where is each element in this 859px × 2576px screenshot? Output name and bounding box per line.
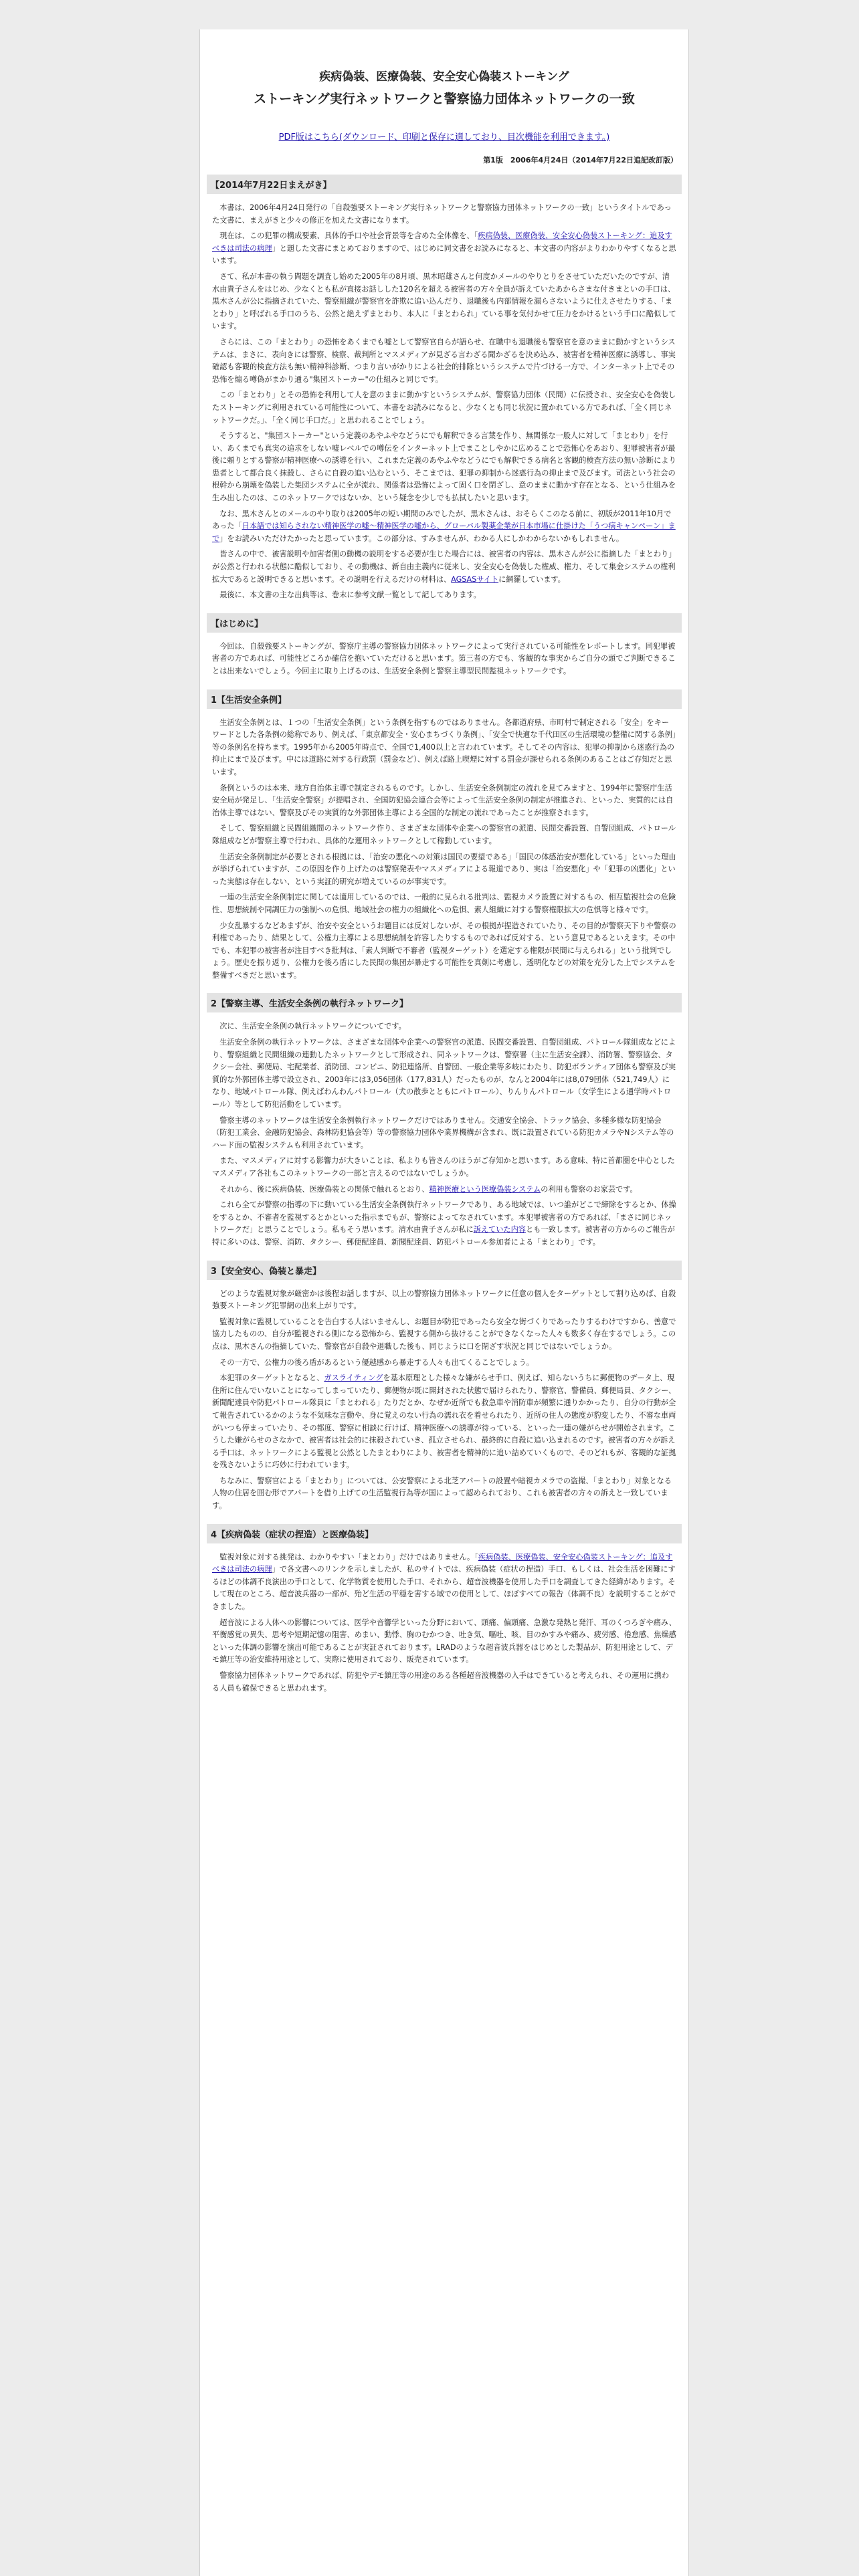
section-heading-3: 3【安全安心、偽装と暴走】	[207, 1261, 682, 1280]
paragraph: どのような監視対象が厳密かは後程お話しますが、以上の警察協力団体ネットワークに任意の個人をターゲットとして割り込めば、自殺強要ストーキング犯罪網の出来上がりです。	[212, 1289, 676, 1311]
document-page	[199, 29, 689, 2576]
title-line-1: 疾病偽装、医療偽装、安全安心偽装ストーキング	[319, 70, 569, 84]
inline-link[interactable]: ガスライティング	[324, 1374, 383, 1383]
section-heading-preface: 【2014年7月22日まえがき】	[207, 175, 682, 194]
paragraph: なお、黒木さんとのメールのやり取りは2005年の短い期間のみでしたが、黒木さんは、おそらくこのなる前に、初版が2011年10月であった「日本語では知らされない精神医学の嘘～精神医学の嘘から、グローバル製薬企業が日本市場に仕掛けた「うつ病キャンペーン」まで」をお読みいただけたかったと思っています。この部分は、すみませんが、わかる人にしかわからないかもしれません。	[212, 509, 676, 543]
paragraph: 警察主導のネットワークは生活安全条例執行ネットワークだけではありません。交通安全協会、トラック協会、多種多様な防犯協会（防犯工業会、金融防犯協会、森林防犯協会等）等の警察協力団体や業界機構が含まれ、既に設置されている防犯カメラやNシステム等のハード面の監視システムも利用されています。	[212, 1115, 674, 1150]
paragraph: そうすると、"集団ストーカー"という定義のあやふやなどうにでも解釈できる言葉を作り、無関係な一般人に対して「まとわり」を行い、あくまでも真実の追求をしない嘘レベルでの噂伝をインターネット上でまことしやかに広めることで恐怖心をあおり、犯罪被害者が最後に頼りとする警察が精神医療への誘導を行い、これまた定義のあやふやなどうにでも解釈できる病名と客観的検査方法の無い診断により患者として都合良く抹殺し、さらに自殺の追い込むという、そこまでは、犯罪の抑制から迷惑行為の抑止まで及びます。司法という社会の根幹から崩壊を偽装した集団システムに全が流れ、関係者は恐怖によって固く口を閉ざし、意のままに動かす存在となる、という仕組みを生み出したのは、このネットワークではないか、という疑念を少しでも払拭したいと思います。	[212, 431, 676, 503]
paragraph: 生活安全条例制定が必要とされる根拠には、「治安の悪化への対策は国民の要望である」「国民の体感治安が悪化している」といった理由が挙げられていますが、この原因を作り上げたのは警察発表やマスメディアによる報道であり、実は「治安悪化」や「犯罪の凶悪化」といった実態は存在しない、という実証的研究が増えているのが事実です。	[212, 852, 676, 886]
paragraph: 超音波による人体への影響については、医学や音響学といった分野において、頭痛、偏頭痛、急激な発熱と発汗、耳のくつろぎや痛み、平衡感覚の異失、思考や短期記憶の阻害、めまい、動悸、胸のむかつき、吐き気、嘔吐、咳、目のかすみや痛み、疲労感、倦怠感、焦燥感といった体調の影響を演出可能であることが実証されております。LRADのような超音波兵器をはじめとした製品が、防犯用途として、デモ鎮圧等の治安維持用途として、実際に使用されており、販売されています。	[212, 1618, 676, 1665]
paragraph: 次に、生活安全条例の執行ネットワークについてです。	[219, 1022, 406, 1031]
inline-link[interactable]: 疾病偽装、医療偽装、安全安心偽装ストーキング：追及すべきは司法の病理	[212, 231, 672, 253]
paragraph: 皆さんの中で、被害説明や加害者側の動機の説明をする必要が生じた場合には、被害者の内容は、黒木さんが公に指摘した「まとわり」が公然と行われる状態に酷似しており、その動機は、新自由主義内に従来し、安全安心を偽装した権威、権力、そして集金システムの権利拡大であると説明できると思います。その説明を行えるだけの材料は、AGSASサイトに網羅しています。	[212, 550, 676, 584]
paragraph: 監視対象に監視していることを告白する人はいませんし、お題目が防犯であったら安全な街づくりであったりするわけですから、善意で協力したものの、自分が監視される側になる恐怖から、監視する側から抜けることができなくなった人々も数多く存在するでしょう。この点は、黒木さんの指摘していた、警察官が自殺や退職した後も、同じように口を閉ざす状況と同じではないでしょうか。	[212, 1317, 676, 1351]
paragraph: 本犯罪のターゲットとなると、ガスライティングを基本原理とした様々な嫌がらせ手口、例えば、知らないうちに郵便物のデータ上、現住所に住んでいないことになってしまっていたり、郵便物が既に開封された状態で届けられたり、警察官、警備員、郵便局員、タクシー、新聞配達員や防犯パトロール隊員に「まとわれる」たりだとか、なぜか近所でも救急車や消防車が頻繁に通りかかったり、自分の行動が全て報告されているかのような不気味な言動や、身に覚えのない行為の濡れ衣を着せられたり、近所の住人の態度が豹変したり、不審な車両がいつも停まっていたり、その都度、警察に相談に行けば、精神医療への誘導が待っている、といった一連の嫌がらせが開始されます。こうした嫌がらせのさなかで、被害者は社会的に抹殺されていき、孤立させられ、最終的に自殺に追い込まれるのです。被害者の方々が訴える手口は、ネットワークによる監視と公然としたまとわりにより、被害者を精神的に追い詰めていくもので、そのどれもが、客観的な証拠を残さないように巧妙に行われています。	[212, 1374, 676, 1470]
edition-date: 第1版 2006年4月24日（2014年7月22日追記改訂版）	[483, 156, 678, 165]
paragraph: 生活安全条例の執行ネットワークは、さまざまな団体や企業への警察官の派遣、民間交番設置、自警団組成、パトロール隊組成などにより、警察組織と民間組織の連動したネットワークとして形成され、同ネットワークは、警察署（主に生活安全課）、消防署、警察協会、タクシー会社、郵便局、宅配業者、消防団、コンビニ、防犯連絡所、自警団、一般企業等多岐にわたり、防犯ボランティア団体も警察及び実質的な外郭団体主導で設立され、2003年には3,056団体（177,831人）だったものが、なんと2004年には8,079団体（521,749人）になり、地域パトロール隊、例えばわんわんパトロール（犬の散歩とともにパトロール）、りんりんパトロール（女学生による通学時パトロール）等として防犯活動をしています。	[212, 1038, 676, 1109]
section-heading-1: 1【生活安全条例】	[207, 689, 682, 709]
paragraph: 一連の生活安全条例制定に関しては適用しているのでは、一般的に見られる批判は、監視カメラ設置に対するもの、相互監視社会の危険性、思想統制や同調圧力の強制への危惧、地域社会の権力の組織化への危惧、素人組織に対する警察権限拡大の危惧等と様々です。	[212, 893, 676, 914]
pdf-download-link[interactable]: PDF版はこちら(ダウンロード、印刷と保存に適しており、目次機能を利用できます。)	[278, 132, 610, 142]
paragraph: そして、警察組織と民間組織間のネットワーク作り、さまざまな団体や企業への警察官の派遣、民間交番設置、自警団組成、パトロール隊組成などが警察主導で行われ、具体的な運用ネットワークとして稼動しています。	[212, 824, 676, 845]
paragraph: それから、後に疾病偽装、医療偽装との関係で触れるとおり、精神医療という医療偽装システムの利用も警察のお家芸です。	[219, 1184, 638, 1194]
paragraph: ちなみに、警察官による「まとわり」については、公安警察による北芝アパートの設置や暗視カメラでの盗撮、「まとわり」対象となる人物の住居を囲む形でアパートを借り上げての生活監視行為等が国によって認められており、これも被害者の方々の訴えと一致しています。	[212, 1476, 672, 1511]
paragraph: また、マスメディアに対する影響力が大きいことは、私よりも皆さんのほうがご存知かと思います。ある意味、特に首都圏を中心としたマスメディア各社もこのネットワークの一部と言えるのではないでしょうか。	[212, 1156, 675, 1178]
inline-link[interactable]: 疾病偽装、医療偽装、安全安心偽装ストーキング：追及すべきは司法の病理	[212, 1552, 673, 1574]
paragraph: これら全てが警察の指導の下に動いている生活安全条例執行ネットワークであり、ある地域では、いつ誰がどこで締除をするとか、体操をするとか、不審者を監視するとかといった指示までもが、警察によってなされています。本犯罪被害者の方であれば、「まさに同じネットワークだ」と思うことでしょう。私もそう思います。清水由貴子さんが私に訴えていた内容とも一致します。被害者の方からのご報告が特に多いのは、警察、消防、タクシー、郵便配達員、新聞配達員、防犯パトロール参加者による「まとわり」です。	[212, 1200, 676, 1247]
paragraph: 監視対象に対する挑発は、わかりやすい「まとわり」だけではありません。「疾病偽装、医療偽装、安全安心偽装ストーキング：追及すべきは司法の病理」で各文書へのリンクを示しましたが、私のサイトでは、疾病偽装（症状の捏造）手口、もしくは、社会生活を困難にするほどの体調不良演出の手口として、化学物質を使用した手口、それから、超音波機器を使用した手口を調査してきた経緯があります。そして現在のところ、超音波兵器の一部が、殆ど生活の平穏を害する域での使用として、ほぼすべての報告（体調不良）を説明することができました。	[212, 1552, 676, 1612]
paragraph: この「まとわり」とその恐怖を利用して人を意のままに動かすというシステムが、警察協力団体（民間）に伝授され、安全安心を偽装したストーキングに利用されている可能性について、本書をお読みになると、少なくとも同じ状況に置かれている方であれば、「全く同じネットワークだ。」、「全く同じ手口だ。」と思われることでしょう。	[212, 391, 676, 425]
inline-link[interactable]: 精神医療という医療偽装システム	[429, 1184, 541, 1194]
paragraph: 本書は、2006年4月24日発行の「自殺強要ストーキング実行ネットワークと警察協力団体ネットワークの一致」というタイトルであった文書に、まえがきと少々の修正を加えた文書になります。	[212, 203, 672, 225]
paragraph: さらには、この「まとわり」の恐怖をあくまでも嘘として警察官自らが語らせ、在職中も退職後も警察官を意のままに動かすというシステムは、まさに、表向きには警察、検察、裁判所とマスメディアが見ざる言わざる聞かざるを決め込み、被害者を精神医療に誘導し、事実確認も客観的検査方法も無い精神科診断、つまり言いがかりによる社会的排除というシステムで片づける一方で、インターネット上でその恐怖を煽る噂偽がまかり通る"集団ストーカー"の仕組みと同じです。	[212, 337, 676, 384]
section-heading-4: 4【疾病偽装（症状の捏造）と医療偽装】	[207, 1524, 682, 1543]
paragraph: その一方で、公権力の後ろ盾があるという優越感から暴走する人々も出てくることでしょう。	[219, 1358, 534, 1367]
paragraph: 条例というのは本来、地方自治体主導で制定されるものです。しかし、生活安全条例制定の流れを見てみますと、1994年に警察庁生活安全局が発足し、「生活安全警察」が提唱され、全国防犯協会連合会等によって生活安全条例の制定が推進され、といった、実質的には自治体主導ではない、警察及びその実質的な外郭団体主導による全国的な制定の流れであったことが推察されます。	[212, 783, 674, 817]
section-heading-intro: 【はじめに】	[207, 613, 682, 633]
paragraph: さて、私が本書の執う問題を調査し始めた2005年の8月頃、黒木昭雄さんと何度かメールのやりとりをさせていただいたのですが、清水由貴子さんをはじめ、少なくとも私が直接お話しした120名を超える被害者の方々全員が訴えていたあからさまな付きまといの手口は、黒木さんが公に指摘されていた、警察組織が警察官を詐欺に追い込んだり、退職後も内部情報を漏らさないように仕えさせたりする、「まとわり」と呼ばれる手口のうち、公然と絶えずまとわり、本人に「まとわられ」ている事を気付かせて圧力をかけるという手口に酷似しています。	[212, 272, 676, 331]
document-header	[207, 29, 682, 142]
section-heading-2: 2【警察主導、生活安全条例の執行ネットワーク】	[207, 993, 682, 1012]
paragraph: 最後に、本文書の主な出典等は、巻末に参考文献一覧として記してあります。	[219, 591, 481, 600]
title-line-2: ストーキング実行ネットワークと警察協力団体ネットワークの一致	[254, 92, 635, 106]
inline-link[interactable]: AGSASサイト	[451, 574, 499, 584]
paragraph: 警察協力団体ネットワークであれば、防犯やデモ鎮圧等の用途のある各種超音波機器の入手はできていると考えられ、その運用に携わる人員も確保できると思われます。	[212, 1671, 670, 1693]
inline-link[interactable]: 日本語では知らされない精神医学の嘘～精神医学の嘘から、グローバル製薬企業が日本市場に仕掛けた「うつ病キャンペーン」まで	[212, 522, 676, 543]
paragraph: 生活安全条例とは、１つの「生活安全条例」という条例を指すものではありません。各都道府県、市町村で制定される「安全」をキーワードとした各条例の総称であり、例えば、「東京都安全・安心まちづくり条例」、「安全で快適な千代田区の生活環境の整備に関する条例」等の条例名を持ちます。1995年から2005年時点で、全国で1,400以上と言われています。そしてその内容は、犯罪の抑制から迷惑行為の抑止にまで及びます。中には道路に対する行政罰（罰金など）、例えば路上喫煙に対する罰金が課せられる条例のあることはご存知だと思います。	[212, 718, 676, 776]
inline-link[interactable]: 訴えていた内容	[473, 1225, 526, 1235]
paragraph: 今回は、自殺強要ストーキングが、警察庁主導の警察協力団体ネットワークによって実行されている可能性をレポートします。同犯罪被害者の方であれば、可能性どころか確信を抱いていただけると思います。第三者の方でも、客観的な事実からご自分の頭でご判断できることは出来ないでしょう。今回主に取り上げるのは、生活安全条例と警察主導型民間監視ネットワークです。	[212, 641, 676, 675]
paragraph: 少女乱暴するなどあまずが、治安や安全というお題目には反対しないが、その根拠が捏造されていたり、その目的が警察天下りや警察の利権であったり、結果として、公権力主導による思想統制を許容したりするものであれば反対する、という意見であるといえます。その中でも、本犯罪の被害者が注目すべき批判は、「素人判断で不審者（監視ターゲット）を選定する権限が民間に与えられる」という批判でしょう。歴史を振り返り、公権力を後ろ盾にした民間の集団が暴走する可能性を真剣に考慮し、透明化などの対策を充分した上でシステムを整備すべきだと思います。	[212, 921, 676, 980]
paragraph: 現在は、この犯罪の構成要素、具体的手口や社会背景等を含めた全体像を、「疾病偽装、医療偽装、安全安心偽装ストーキング：追及すべきは司法の病理」と題した文書にまとめておりますので、はじめに同文書をお読みになると、本文書の内容がよりわかりやすくなると思います。	[212, 231, 676, 265]
